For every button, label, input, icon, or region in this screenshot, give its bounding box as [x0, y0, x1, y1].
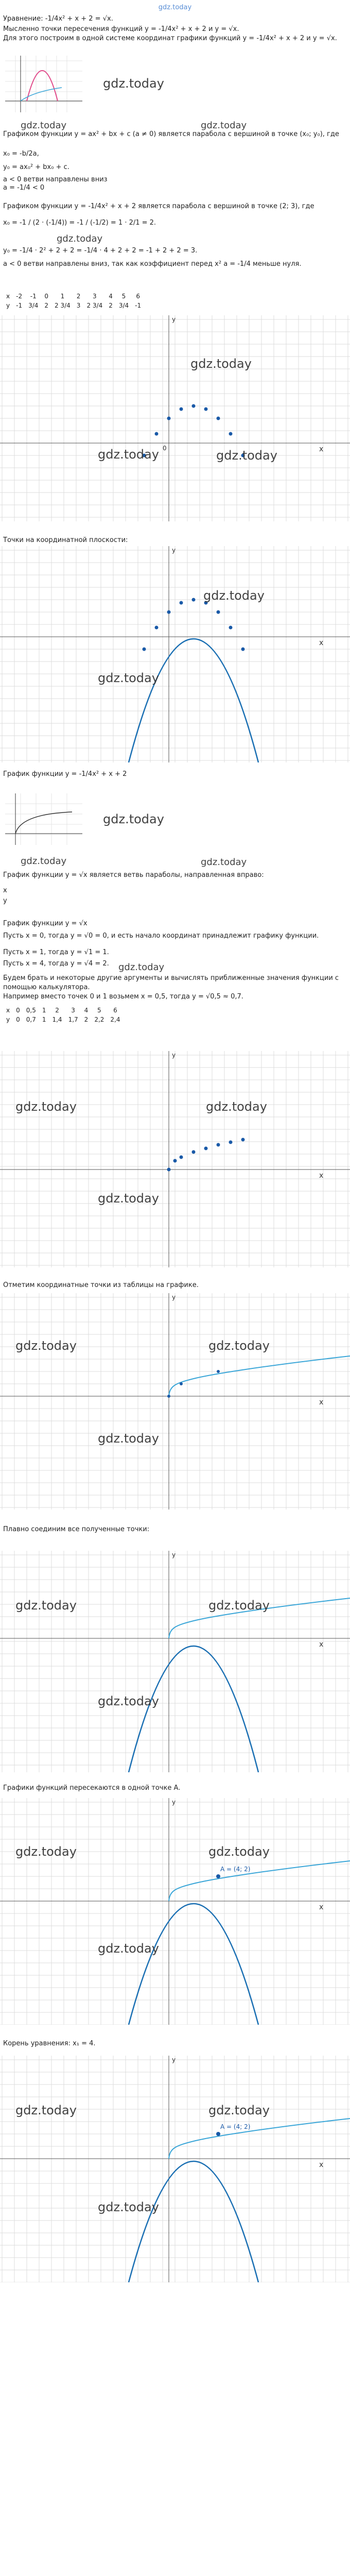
table-cell: -2	[16, 293, 23, 300]
watermark: gdz.today	[15, 1844, 77, 1859]
equation-line: Уравнение: -1/4x² + x + 2 = √x.	[3, 15, 113, 23]
site-brand[interactable]: gdz.today	[158, 4, 192, 11]
table-cell: 6	[136, 293, 140, 300]
point	[180, 1156, 183, 1159]
table-row	[3, 1006, 124, 1015]
y-axis-label: y	[172, 547, 176, 554]
sqrt-caption: График функции y = √x	[3, 920, 87, 927]
point	[204, 1147, 208, 1150]
table-cell: 5	[121, 293, 126, 300]
a-value: a = -1/4 < 0	[3, 184, 45, 192]
table-cell: 3	[93, 293, 97, 300]
table-cell: 4	[109, 293, 113, 300]
table-cell: x	[6, 1007, 10, 1014]
point	[192, 598, 196, 602]
x-axis-label: x	[319, 445, 324, 453]
table-cell: -1	[30, 293, 37, 300]
watermark: gdz.today	[208, 1338, 270, 1353]
x0-calc: x₀ = -1 / (2 · (-1/4)) = -1 / (-1/2) = 1 · 2/1 = 2.	[3, 219, 156, 227]
y-axis-label: y	[172, 1551, 176, 1558]
figure-answer	[0, 2056, 350, 2282]
watermark: gdz.today	[57, 233, 103, 244]
watermark: gdz.today	[98, 1431, 159, 1446]
point	[229, 626, 233, 630]
point	[180, 408, 183, 411]
y-axis-label: y	[172, 316, 176, 323]
table-cell: 5	[97, 1007, 101, 1014]
sqrt-desc: График функции y = √x является ветвь параболы, направленная вправо:	[3, 871, 264, 879]
point	[180, 601, 183, 605]
table-cell: 2	[76, 293, 81, 300]
watermark: gdz.today	[98, 2200, 159, 2214]
figure-parabola-graph	[0, 546, 350, 762]
table-cell: 0,7	[26, 1016, 36, 1024]
watermark: gdz.today	[98, 1694, 159, 1708]
y-axis-label: y	[172, 1799, 176, 1806]
point	[180, 1382, 183, 1385]
parabola-curve	[129, 1904, 258, 2025]
table-cell: 2	[84, 1016, 89, 1024]
x-axis-label: x	[319, 1172, 324, 1180]
table-cell: 2,2	[94, 1016, 104, 1024]
section-caption: Графики функций пересекаются в одной точке А.	[3, 1784, 181, 1792]
table-cell: 2 3/4	[55, 302, 71, 310]
watermark: gdz.today	[201, 857, 247, 868]
watermark: gdz.today	[208, 2103, 270, 2117]
watermark: gdz.today	[190, 357, 252, 371]
table-cell: y	[6, 1016, 10, 1024]
point-a-label: A = (4; 2)	[220, 1866, 251, 1873]
branches-note: a < 0 ветви направлены вниз, так как коэффициент перед x² a = -1/4 меньше нуля.	[3, 260, 302, 268]
table-cell: 0,5	[26, 1007, 36, 1014]
table-cell: 3	[71, 1007, 75, 1014]
graph-caption: График функции y = -1/4x² + x + 2	[3, 770, 127, 778]
y0-calc: y₀ = -1/4 · 2² + 2 + 2 = -1/4 · 4 + 2 + 2 = -1 + 2 + 2 = 3.	[3, 247, 198, 255]
values-table-sqrt	[3, 1006, 124, 1024]
values-table-parabola	[3, 292, 144, 310]
figure-points-plane	[0, 315, 350, 521]
y-axis-label: y	[172, 1052, 176, 1059]
table-cell: x	[6, 293, 10, 300]
watermark: gdz.today	[15, 1338, 77, 1353]
point	[167, 417, 171, 420]
table-cell: 2 3/4	[86, 302, 103, 310]
point	[167, 1395, 170, 1398]
watermark: gdz.today	[201, 120, 247, 131]
table-cell: 1	[42, 1007, 46, 1014]
sqrt-step-5: Например вместо точек 0 и 1 возьмем x = 0,5, тогда y = √0,5 ≈ 0,7.	[3, 993, 243, 1001]
point	[217, 1370, 220, 1373]
watermark: gdz.today	[15, 1598, 77, 1613]
sqrt-curve	[169, 2119, 350, 2159]
branches-down: a < 0 ветви направлены вниз	[3, 176, 108, 183]
table-cell: 1,4	[52, 1016, 62, 1024]
section-caption: Отметим координатные точки из таблицы на графике.	[3, 1281, 199, 1289]
parabola-curve	[129, 2161, 258, 2282]
table-cell: 4	[84, 1007, 89, 1014]
point	[217, 417, 220, 420]
x-axis-label: x	[319, 639, 324, 647]
y-axis-label: y	[172, 1294, 176, 1301]
table-cell: 0	[44, 293, 49, 300]
watermark: gdz.today	[21, 856, 67, 867]
sqrt-step-1: Пусть x = 0, тогда y = √0 = 0, и есть начало координат принадлежит графику функции.	[3, 932, 319, 940]
table-cell: 2	[109, 302, 113, 310]
point	[192, 1150, 196, 1154]
intro-line: Мысленно точки пересечения функций y = -1/4x² + x + 2 и y = √x.	[3, 25, 239, 33]
table-cell: 3	[76, 302, 81, 310]
origin-label: 0	[163, 445, 167, 452]
point	[143, 648, 146, 651]
table-cell: -1	[16, 302, 23, 310]
figure-intersection	[0, 1798, 350, 2025]
table-row	[3, 1015, 124, 1024]
x-axis-label: x	[319, 1398, 324, 1406]
x-axis-label: x	[319, 2161, 324, 2169]
table-cell: -1	[135, 302, 142, 310]
point	[167, 611, 171, 614]
table-cell: 1,7	[68, 1016, 78, 1024]
sqrt-step-3: Пусть x = 4, тогда y = √4 = 2.	[3, 960, 109, 968]
sqrt-curve	[15, 812, 72, 834]
point	[155, 432, 159, 436]
intersection-point	[216, 2132, 220, 2136]
vertex-desc-2: Графиком функции y = -1/4x² + x + 2 является парабола с вершиной в точке (2; 3), где	[3, 202, 314, 210]
intersection-point	[216, 1874, 220, 1878]
watermark: gdz.today	[15, 1099, 77, 1114]
figure-sqrt-graph	[0, 1293, 350, 1510]
table-cell: 1	[60, 293, 65, 300]
figure-sqrt-points	[0, 1051, 350, 1267]
y-axis-label: y	[172, 2056, 176, 2063]
table-cell: 0	[16, 1007, 20, 1014]
watermark: gdz.today	[216, 448, 277, 463]
point	[217, 1143, 220, 1147]
watermark: gdz.today	[206, 1099, 267, 1114]
table-cell: 2,4	[110, 1016, 120, 1024]
sqrt-step-2: Пусть x = 1, тогда y = √1 = 1.	[3, 948, 109, 956]
table-cell: 2	[44, 302, 49, 310]
watermark: gdz.today	[208, 1598, 270, 1613]
watermark: gdz.today	[98, 671, 159, 685]
point	[229, 432, 233, 436]
sqrt-step-4: Будем брать и некоторые другие аргументы и вычислять приближенные значения функции с помощью калькулятора.	[3, 974, 339, 991]
table-cell: 3/4	[28, 302, 39, 310]
watermark: gdz.today	[98, 1941, 159, 1956]
watermark: gdz.today	[118, 962, 165, 973]
watermark: gdz.today	[103, 76, 164, 91]
figure-sqrt-small	[5, 793, 82, 845]
point	[241, 648, 245, 651]
section-caption: Точки на координатной плоскости:	[3, 536, 128, 544]
table-cell: y	[6, 302, 10, 310]
table-cell: 2	[55, 1007, 59, 1014]
table-cell: 3/4	[118, 302, 129, 310]
vertex-y0: y₀ = ax₀² + bx₀ + c.	[3, 163, 69, 171]
point	[155, 626, 159, 630]
x-axis-label: x	[319, 1903, 324, 1911]
parabola-curve	[129, 639, 258, 762]
point	[167, 1168, 171, 1172]
sqrt-y-label: y	[3, 897, 7, 905]
watermark: gdz.today	[15, 2103, 77, 2117]
point	[204, 408, 208, 411]
point	[217, 611, 220, 614]
intro-line-2: Для этого построим в одной системе координат графики функций y = -1/4x² + x + 2 и y = √x.	[3, 35, 337, 42]
x-axis-label: x	[319, 1640, 324, 1649]
point-a-label: A = (4; 2)	[220, 2123, 251, 2130]
figure-parabola-small	[5, 56, 82, 112]
sqrt-curve	[169, 1356, 350, 1396]
answer-line: Корень уравнения: x₁ = 4.	[3, 2040, 96, 2047]
sqrt-x-label: x	[3, 887, 7, 894]
point	[241, 1138, 245, 1142]
figure-both-graphs	[0, 1551, 350, 1772]
watermark: gdz.today	[208, 1844, 270, 1859]
section-caption: Плавно соединим все полученные точки:	[3, 1526, 150, 1533]
point	[192, 404, 196, 408]
watermark: gdz.today	[98, 1191, 159, 1206]
table-cell: 1	[42, 1016, 46, 1024]
table-cell: 6	[113, 1007, 117, 1014]
point	[173, 1159, 177, 1163]
vertex-x0: x₀ = -b/2a,	[3, 150, 39, 158]
point	[229, 1141, 233, 1144]
table-row	[3, 292, 144, 301]
watermark: gdz.today	[203, 588, 265, 603]
watermark: gdz.today	[21, 120, 67, 131]
table-row	[3, 301, 144, 310]
watermark: gdz.today	[98, 447, 159, 462]
vertex-desc: Графиком функции y = ax² + bx + c (a ≠ 0) является парабола с вершиной в точке (x₀; y₀), где	[3, 130, 339, 138]
table-cell: 0	[16, 1016, 20, 1024]
watermark: gdz.today	[103, 812, 164, 826]
sqrt-curve	[169, 1861, 350, 1901]
